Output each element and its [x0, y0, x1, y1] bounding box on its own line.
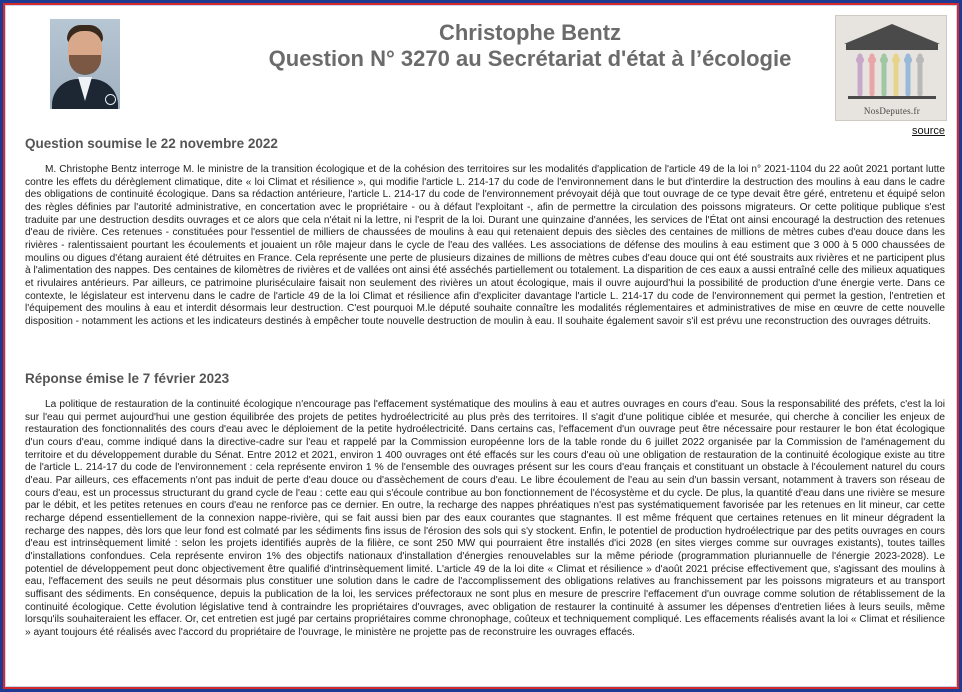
answer-heading: Réponse émise le 7 février 2023 [25, 371, 230, 386]
question-title: Question N° 3270 au Secrétariat d'état à l’écologie [268, 46, 792, 71]
logo-text: NosDeputes.fr [863, 106, 921, 116]
deputy-name: Christophe Bentz [438, 20, 622, 45]
question-text: M. Christophe Bentz interroge M. le ministre de la transition écologique et de la cohésion des territoires sur les modalités d'application de l'article 49 de la loi n° 2021-1104 du 22 août 2021 portant lutte contre les effets du dérèglement climatique, dite « loi Climat et résilience », qui modifie l'article L. 214-17 du code de l'environnement dans le but d'interdire la destruction des moulins à eau dans le cadre des obligations de continuité écologique. Dans sa rédaction antérieure, l'article L. 214-17 du code de l'environnement prévoyait déjà que tout ouvrage de ce type devait être géré, entretenu et équipé selon des règles définies par l'autorité administrative, en concertation avec le propriétaire - ou à défaut l'exploitant -, afin de permettre la circulation des poissons migrateurs. Or cette politique publique s'est traduite par une destruction desdits ouvrages et ce alors que cela n'était ni la lettre, ni l'esprit de la loi. Durant une quinzaine d'années, les services de l'État ont ainsi encouragé la destruction des retenues d'eau de rivière. Ces retenues - constituées pour l'essentiel de milliers de chaussées de moulins à eau qui retenaient depuis des siècles des centaines de millions de mètres cubes d'eau douce dans les rivières - ralentissaient pourtant les écoulements et jouaient un rôle majeur dans le cycle de l'eau des vallées. Les associations de défense des moulins à eau estiment que 3 000 à 5 000 chaussées de moulins ou digues d'étang auraient été détruites en France. Cela représente une perte de plusieurs dizaines de millions de mètres cubes d'eau douce qui ont été soustraits aux rivières et ne participent plus à l'alimentation des nappes. Des centaines de kilomètres de rivières et de vallées ont ainsi été asséchés partiellement ou totalement. La disparition de ces eaux a aussi entraîné celle des milieux aquatiques et rivulaires antérieurs. Par ailleurs, ce patrimoine pluriséculaire faisait non seulement des rivières un atout écologique, mais il ouvre aujourd'hui la possibilité de production d'une énergie verte. Dans ce contexte, le législateur est intervenu dans le cadre de l'article 49 de la loi Climat et résilience afin d'expliciter davantage l'article L. 214-17 du code de l'environnement qui permet la gestion, l'entretien et l'équipement des moulins à eau et interdit désormais leur destruction. C'est pourquoi M.le député souhaite connaître les modalités réglementaires et administratives de mise en œuvre de cette nouvelle disposition - notamment les actions et les indicateurs destinés à empêcher toute nouvelle destruction de moulin à eau. Il souhaite également savoir s'il est prévu une reconstruction des ouvrages détruits. [25, 164, 945, 327]
circle-badge-icon [105, 94, 116, 105]
question-heading: Question soumise le 22 novembre 2022 [25, 136, 278, 151]
answer-text: La politique de restauration de la continuité écologique n'encourage pas l'effacement systématique des moulins à eau et autres ouvrages en cours d'eau. Sous la responsabilité des préfets, c'est la loi sur l'eau qui permet aujourd'hui une gestion équilibrée des projets de petites hydroélectricité au plus près des territoires. Il s'agit d'une politique ciblée et mesurée, qui cherche à concilier les enjeux de restauration des fonctionnalités des cours d'eau avec le déploiement de la petite hydroélectricité. Dans certains cas, l'effacement d'un ouvrage peut être nécessaire pour restaurer le bon état écologique d'un cours d'eau, comme indiqué dans la directive-cadre sur l'eau et rappelé par la Commission européenne lors de la table ronde du 6 juillet 2022 organisée par la Commission de l'aménagement du territoire et du développement durable du Sénat. Entre 2012 et 2021, environ 1 400 ouvrages ont été effacés sur les cours d'eau où une obligation de restauration de la continuité écologique existe au titre de l'article L. 214-17 du code de l'environnement : cela représente environ 1 % de l'ensemble des ouvrages présent sur les cours d'eau français et constituant un obstacle à l'écoulement naturel du cours d'eau. Par ailleurs, ces effacements n'ont pas induit de perte d'eau douce ou d'assèchement de cours d'eau. Le libre écoulement de l'eau au sein d'un bassin versant, notamment à travers son réseau de cours d'eau, est un processus structurant du grand cycle de l'eau : cette eau qui s'écoule contribue au bon fonctionnement de l'écosystème et du cycle. De plus, la quantité d'eau dans une rivière se mesure par le débit, et les petites retenues en cours d'eau ne renforce pas ce dernier. En outre, la recharge des nappes phréatiques n'est pas systématiquement favorisée par les retenues en lit mineur, car cette recharge dépend essentiellement de la connexion nappe-rivière, qui se fait aussi bien par des eaux courantes que stagnantes. Il est même fréquent que certaines retenues en lit mineur dégradent la recharge des nappes, dès lors que leur fond est colmaté par les sédiments fins issus de l'érosion des sols qui s'y stockent. Enfin, le potentiel de production hydroélectrique par des petits ouvrages en cours d'eau est intrinsèquement limité : selon les projets identifiés auprès de la filière, ce sont 250 MW qui pourraient être installés d'ici 2028 (en sites vierges comme sur ouvrages existants), toutes tailles d'installations confondues. Cela représente environ 1% des objectifs nationaux d'installation d'énergies renouvelables sur la même période (programmation pluriannuelle de l'énergie 2023-2028). Le potentiel de développement peut donc objectivement être qualifié d'intrinsèquement limité. L'article 49 de la loi dite « Climat et résilience » d'août 2021 précise effectivement que, s'agissant des moulins à eau, l'effacement des seuils ne peut désormais plus constituer une solution dans le cadre de l'accomplissement des obligations relatives au franchissement par les poissons migrateurs et au transport suffisant des sédiments. En conséquence, depuis la publication de la loi, les services préfectoraux ne sont plus en mesure de prescrire l'effacement d'un ouvrage comme solution de rétablissement de la continuité écologique. Cette évolution législative tend à contraindre les propriétaires d'ouvrages, avec obligation de restaurer la continuité à assumer les dépenses d'entretien liées à leurs seuils, même lorsqu'ils souhaiteraient les effacer. Or, cet entretien est jugé par certains propriétaires comme chronophage, coûteux et techniquement compliqué. Les effacements réalisés avant la loi « Climat et résilience » ayant toujours été réalisés avec l'accord du propriétaire de l'ouvrage, le ministère ne projette pas de reconstruire les ouvrages effacés. [25, 399, 945, 638]
deputy-photo [50, 19, 120, 109]
parliament-people-icon [836, 16, 948, 108]
nosdeputes-logo [835, 15, 947, 121]
source-link[interactable]: source [911, 125, 945, 137]
